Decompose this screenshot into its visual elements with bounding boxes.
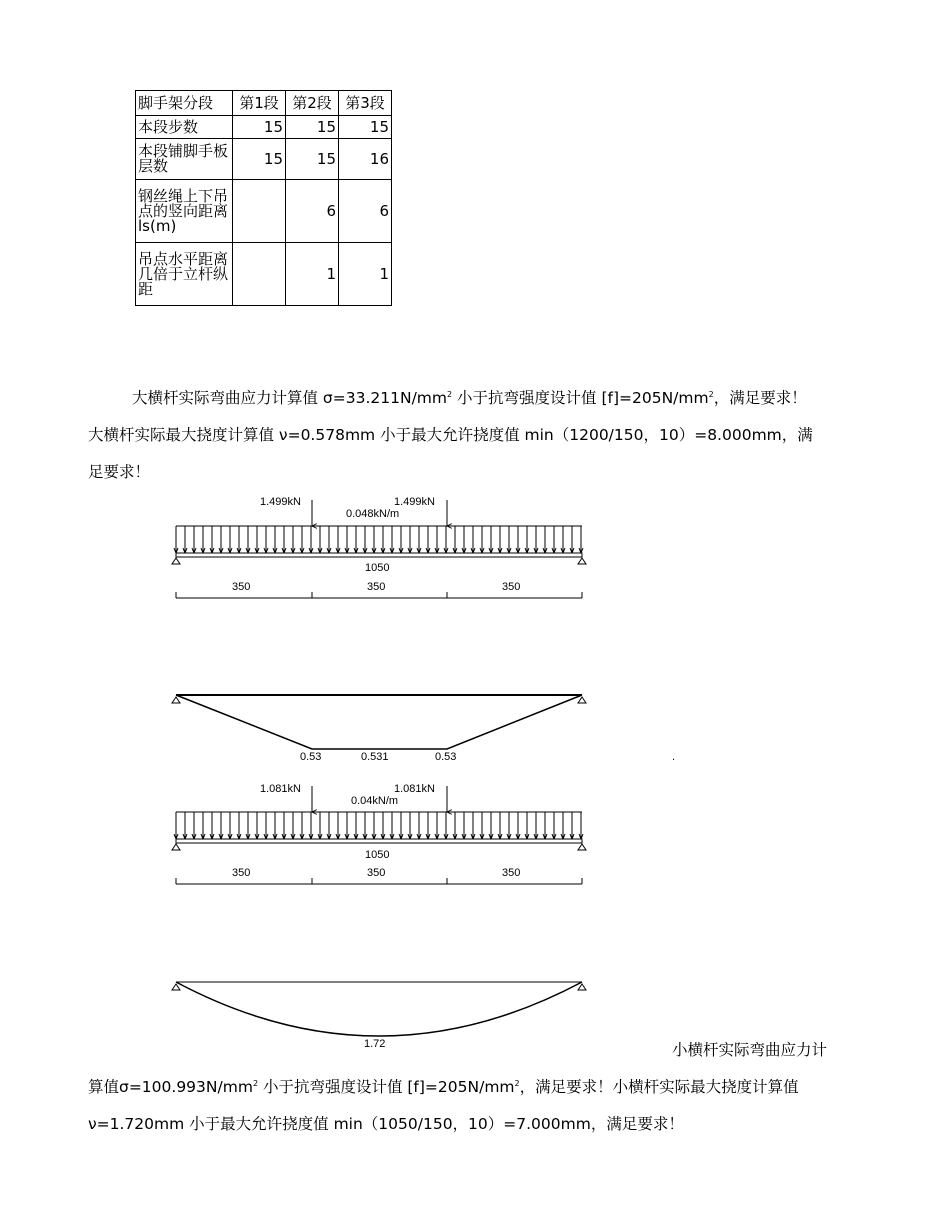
row-label: 本段步数: [136, 116, 233, 139]
segment-label: 350: [232, 581, 251, 593]
segment-label: 350: [367, 581, 386, 593]
row-label: 本段铺脚手板层数: [136, 139, 233, 180]
text-line: 大横杆实际最大挠度计算值 ν=0.578mm 小于最大允许挠度值 min（1200/150，10）=8.000mm，满: [88, 426, 813, 444]
row-label: 钢丝绳上下吊点的竖向距离ls(m): [136, 180, 233, 243]
deflection-diagram-2: [172, 982, 586, 1050]
segment-label: 350: [502, 581, 521, 593]
text-run: 小于抗弯强度设计值 [f]=205N/mm: [452, 389, 709, 407]
deflection-diagram-1: [172, 695, 675, 763]
superscript: 2: [708, 390, 714, 399]
deflection-label: 0.53: [300, 751, 322, 763]
segment-label: 350: [502, 867, 521, 879]
table-cell: 6: [339, 180, 392, 243]
beam-member: [176, 839, 582, 843]
support-icon: [172, 697, 180, 703]
support-icon: [172, 844, 180, 850]
superscript: 2: [514, 1079, 520, 1088]
beam-member: [176, 553, 582, 557]
text-run: 算值σ=100.993N/mm: [88, 1078, 253, 1096]
superscript: 2: [447, 390, 453, 399]
span-label: 1050: [365, 562, 390, 574]
beam-load-diagram-1: [172, 496, 586, 598]
segment-label: 350: [367, 867, 386, 879]
point-load-label: 1.081kN: [260, 783, 301, 795]
table-cell: 15: [286, 139, 339, 180]
table-cell: 1: [339, 243, 392, 306]
deflection-label: 1.72: [364, 1038, 386, 1050]
stray-dot: .: [672, 751, 676, 763]
header-cell: 第2段: [286, 91, 339, 116]
text-run: 小于抗弯强度设计值 [f]=205N/mm: [258, 1078, 515, 1096]
table-cell: 15: [286, 116, 339, 139]
distributed-load-arrows: [174, 812, 583, 839]
deflection-label: 0.531: [361, 751, 389, 763]
row-label: 吊点水平距离几倍于立杆纵距: [136, 243, 233, 306]
text-line: [88, 1069, 860, 1106]
table-cell: 6: [286, 180, 339, 243]
table-cell: 15: [233, 116, 286, 139]
support-icon: [172, 984, 180, 990]
support-icon: [578, 984, 586, 990]
table-cell: 1: [286, 243, 339, 306]
support-icon: [578, 558, 586, 564]
deflection-label: 0.53: [435, 751, 457, 763]
table-cell: 15: [339, 116, 392, 139]
header-cell: 脚手架分段: [136, 91, 233, 116]
segment-label: 350: [232, 867, 251, 879]
superscript: 2: [252, 1079, 259, 1088]
point-load-label: 1.081kN: [394, 783, 435, 795]
table-cell: 16: [339, 139, 392, 180]
small-bar-check-paragraph: [88, 1069, 860, 1143]
udl-label: 0.048kN/m: [346, 508, 400, 520]
text-run: ，满足要求！小横杆实际最大挠度计算值: [519, 1078, 799, 1096]
header-cell: 第3段: [339, 91, 392, 116]
support-icon: [172, 558, 180, 564]
text-line: ν=1.720mm 小于最大允许挠度值 min（1050/150，10）=7.000mm，满足要求！: [88, 1115, 684, 1133]
udl-label: 0.04kN/m: [351, 795, 399, 807]
distributed-load-arrows: [174, 526, 583, 553]
text-run: ，满足要求！: [713, 389, 807, 407]
text-line: 小横杆实际弯曲应力计: [672, 1041, 828, 1059]
support-icon: [578, 697, 586, 703]
support-icon: [578, 844, 586, 850]
table-cell: 15: [233, 139, 286, 180]
text-run: 大横杆实际弯曲应力计算值 σ=33.211N/mm: [132, 389, 447, 407]
header-cell: 第1段: [233, 91, 286, 116]
point-load-label: 1.499kN: [394, 496, 435, 508]
beam-load-diagram-2: [172, 783, 586, 884]
point-load-label: 1.499kN: [260, 496, 301, 508]
text-line: 足要求！: [88, 463, 151, 481]
span-label: 1050: [365, 849, 390, 861]
